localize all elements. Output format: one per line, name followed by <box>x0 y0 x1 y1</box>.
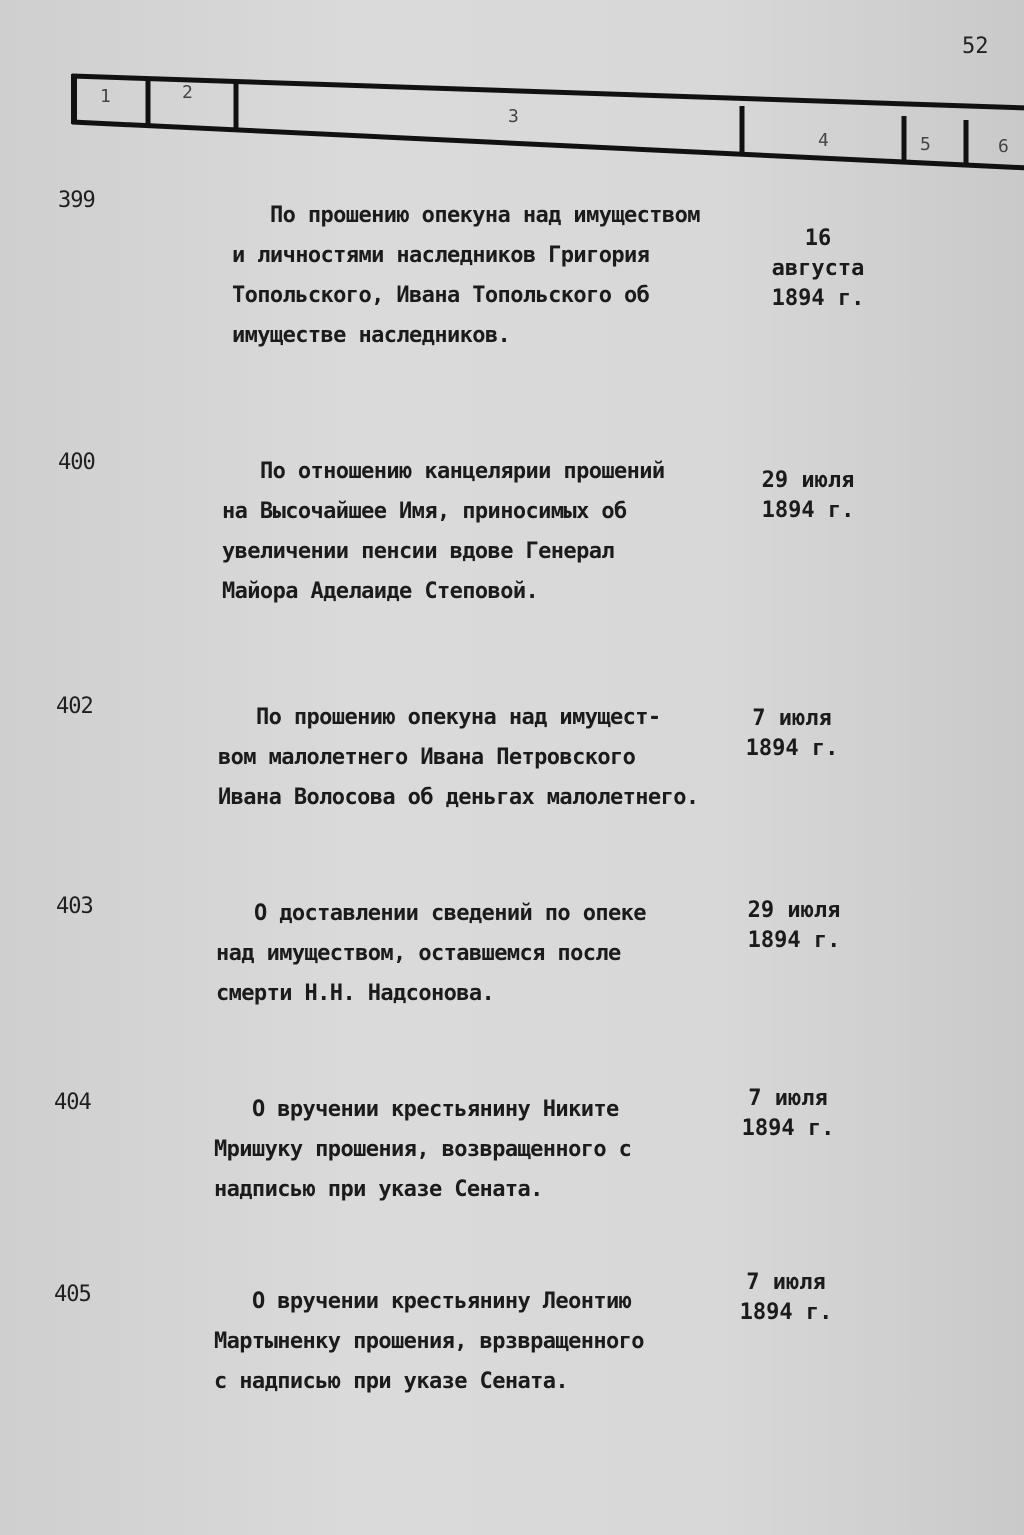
column-header-4: 4 <box>818 130 829 151</box>
entry-date: 29 июля 1894 г. <box>747 898 841 953</box>
entry-date: 16 августа 1894 г. <box>771 226 865 311</box>
column-header-1: 1 <box>100 86 111 107</box>
column-header-2: 2 <box>182 82 193 103</box>
entry-date: 7 июля 1894 г. <box>741 1086 835 1141</box>
entry-text: О вручении крестьянину Леонтию Мартыненку прошения, врзвращенного с надписью при указе Сената. <box>214 1289 644 1394</box>
entry-date: 7 июля 1894 г. <box>739 1270 833 1325</box>
column-header-strip <box>68 68 1024 168</box>
entry-text: О доставлении сведений по опеке над имуществом, оставшемся после смерти Н.Н. Надсонова. <box>216 901 646 1006</box>
column-header-3: 3 <box>508 106 519 127</box>
entry-text: О вручении крестьянину Никите Мришуку прошения, возвращенного с надписью при указе Сената. <box>214 1097 632 1202</box>
entry-number: 404 <box>54 1090 91 1115</box>
entry-number: 402 <box>56 694 93 719</box>
entry-text: По прошению опекуна над имущест- вом малолетнего Ивана Петровского Ивана Волосова об деньгах малолетнего. <box>218 705 699 810</box>
column-header-5: 5 <box>920 134 931 155</box>
column-header-lines <box>68 68 1024 168</box>
entry-number: 405 <box>54 1282 91 1307</box>
column-header-6: 6 <box>998 136 1009 157</box>
entry-number: 399 <box>58 188 95 213</box>
entry-date: 29 июля 1894 г. <box>761 468 855 523</box>
page-number: 52 <box>962 34 989 59</box>
entry-text: По отношению канцелярии прошений на Высочайшее Имя, приносимых об увеличении пенсии вдове Генерал Майора Аделаиде Степовой. <box>222 459 665 604</box>
entry-date: 7 июля 1894 г. <box>745 706 839 761</box>
entry-number: 400 <box>58 450 95 475</box>
entry-text: По прошению опекуна над имуществом и личностями наследников Григория Топольского, Ивана Топольского об имуществе наследников. <box>232 203 700 348</box>
entry-number: 403 <box>56 894 93 919</box>
